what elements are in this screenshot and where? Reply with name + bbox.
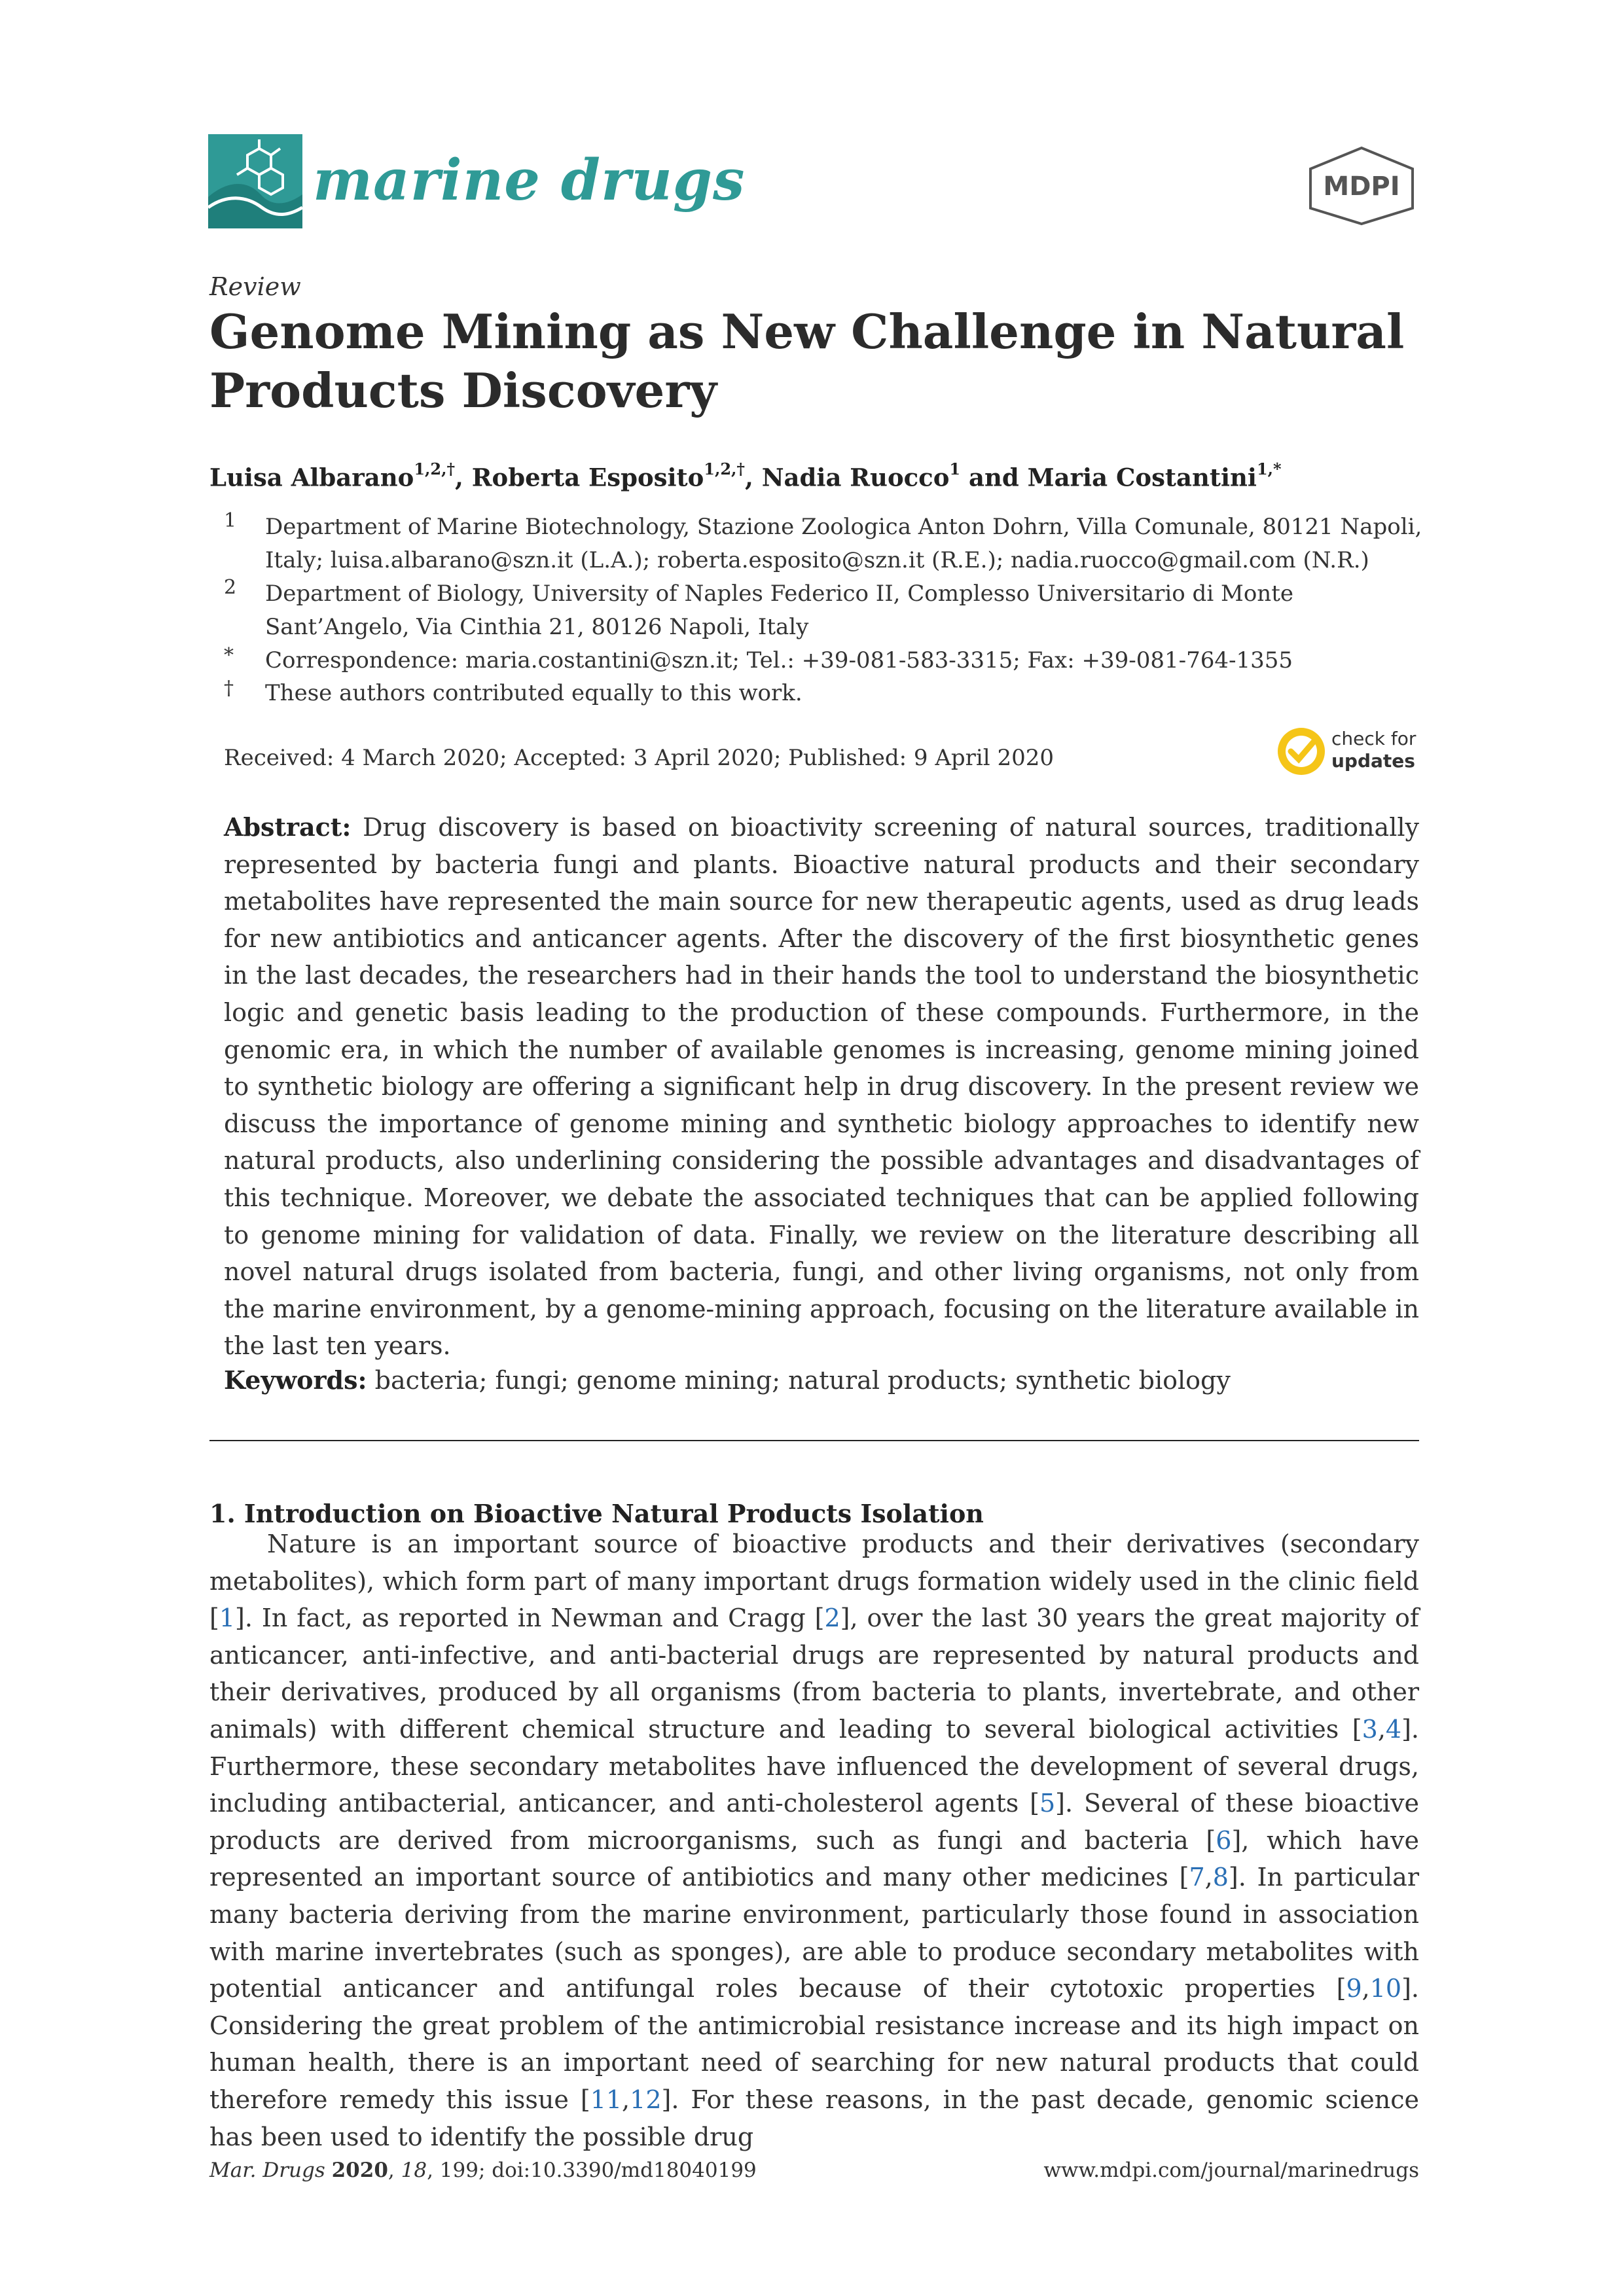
mdpi-logo-text: MDPI xyxy=(1323,171,1400,202)
affiliation-mark: * xyxy=(224,644,234,667)
affiliation-text: Department of Biology, University of Naples Federico II, Complesso Universitario di Monte Sant’Angelo, Via Cinthia 21, 80126 Napoli, Italy xyxy=(265,581,1293,640)
introduction-body xyxy=(209,1526,1419,2155)
journal-abbrev: Mar. Drugs xyxy=(209,2159,325,2182)
footer-year: 2020 xyxy=(331,2159,388,2182)
author-affiliation-marks: 1,2,† xyxy=(414,459,455,478)
citation-link[interactable]: 6 xyxy=(1216,1825,1232,1855)
journal-logo xyxy=(208,134,302,228)
intro-text: ]. Furthermore, these secondary metabolites have influenced the development of several drugs, including antibacterial, anticancer, and anti-cholesterol agents [ xyxy=(209,1714,1419,1818)
footer-doi: , 199; doi:10.3390/md18040199 xyxy=(427,2159,757,2182)
citation-link[interactable]: 1 xyxy=(219,1604,236,1633)
intro-text: , xyxy=(1377,1714,1386,1744)
intro-text: Nature is an important source of bioactive products and their derivatives (secondary metabolites), which form part of many important drugs formation widely used in the clinic field [ xyxy=(209,1530,1419,1633)
author-separator: , xyxy=(455,463,472,492)
citation-link[interactable]: 4 xyxy=(1385,1714,1402,1744)
citation-footer: Mar. Drugs 2020, 18, 199; doi:10.3390/md18040199 xyxy=(209,2159,757,2182)
intro-text: , xyxy=(1362,1974,1370,2003)
citation-link[interactable]: 2 xyxy=(824,1604,840,1633)
author-name: Maria Costantini xyxy=(1027,463,1257,492)
author-affiliation-marks: 1,2,† xyxy=(704,459,745,478)
author-name: Luisa Albarano xyxy=(209,463,414,492)
intro-text: , xyxy=(622,2085,630,2114)
journal-url[interactable]: www.mdpi.com/journal/marinedrugs xyxy=(1043,2159,1419,2182)
author-name: Roberta Esposito xyxy=(471,463,704,492)
affiliation-mark: 1 xyxy=(224,509,237,532)
intro-text: ]. Considering the great problem of the antimicrobial resistance increase and its high impact on human health, there is an important need of searching for new natural products that could therefore remedy this issue [ xyxy=(209,1974,1419,2114)
keywords-text: bacteria; fungi; genome mining; natural products; synthetic biology xyxy=(374,1366,1231,1395)
intro-text: ], over the last 30 years the great majority of anticancer, anti-infective, and anti-bacterial drugs are represented by natural products and their derivatives, produced by all organisms (from bacteria to plants, invertebrate, and other animals) with different chemical structure and leading to several biological activities [ xyxy=(209,1604,1419,1744)
article-title: Genome Mining as New Challenge in Natural Products Discovery xyxy=(209,304,1405,418)
abstract xyxy=(224,809,1419,1365)
author-list xyxy=(209,459,1282,492)
citation-link[interactable]: 11 xyxy=(590,2085,623,2114)
intro-text: ]. In particular many bacteria deriving from the marine environment, particularly those found in association with marine invertebrates (such as sponges), are able to produce secondary metabolites with potential anticancer and antifungal roles because of their cytotoxic properties [ xyxy=(209,1863,1419,2003)
affiliation-mark: † xyxy=(224,677,234,700)
citation-link[interactable]: 10 xyxy=(1369,1974,1402,2003)
affiliation-mark: 2 xyxy=(224,576,237,599)
abstract-label: Abstract: xyxy=(224,812,352,842)
footer-volume: 18 xyxy=(401,2159,427,2182)
mdpi-logo xyxy=(1304,145,1419,226)
author-affiliation-marks: 1 xyxy=(949,459,961,478)
check-badge-icon xyxy=(1276,726,1326,776)
author-separator: and xyxy=(960,463,1028,492)
affiliation-text: Correspondence: maria.costantini@szn.it; Tel.: +39-081-583-3315; Fax: +39-081-764-1355 xyxy=(265,647,1293,673)
intro-text: ]. For these reasons, in the past decade, genomic science has been used to identify the possible drug xyxy=(209,2085,1420,2151)
article-type: Review xyxy=(209,272,301,301)
check-updates-line2: updates xyxy=(1331,750,1415,772)
citation-link[interactable]: 5 xyxy=(1039,1789,1056,1818)
citation-link[interactable]: 3 xyxy=(1362,1714,1378,1744)
check-updates-line1: check for xyxy=(1331,728,1416,749)
abstract-text: Drug discovery is based on bioactivity screening of natural sources, traditionally represented by bacteria fungi and plants. Bioactive natural products and their secondary metabolites have represented the main source for new therapeutic agents, used as drug leads for new antibiotics and anticancer agents. After the discovery of the first biosynthetic genes in the last decades, the researchers had in their hands the tool to understand the biosynthetic logic and genetic basis leading to the production of these compounds. Furthermore, in the genomic era, in which the number of available genomes is increasing, genome mining joined to synthetic biology are offering a significant help in drug discovery. In the present review we discuss the importance of genome mining and synthetic biology approaches to identify new natural products, also underlining considering the possible advantages and disadvantages of this technique. Moreover, we debate the associated techniques that can be applied following to genome mining for validation of data. Finally, we review on the literature describing all novel natural drugs isolated from bacteria, fungi, and other living organisms, not only from the marine environment, by a genome-mining approach, focusing on the literature available in the last ten years. xyxy=(224,813,1419,1361)
intro-text: ], which have represented an important source of antibiotics and many other medicines [ xyxy=(209,1825,1419,1892)
check-for-updates-badge[interactable] xyxy=(1276,725,1416,778)
keywords-label: Keywords: xyxy=(224,1365,367,1395)
affiliation-text: Department of Marine Biotechnology, Stazione Zoologica Anton Dohrn, Villa Comunale, 80121 Napoli, Italy; luisa.albarano@szn.it (L.A.); roberta.esposito@szn.it (R.E.); nadia.ruocco@gmail.com (N.R.) xyxy=(265,514,1422,573)
author-affiliation-marks: 1,* xyxy=(1256,459,1282,478)
intro-paragraph xyxy=(209,1526,1419,2155)
citation-link[interactable]: 9 xyxy=(1346,1974,1362,2003)
intro-text: ]. In fact, as reported in Newman and Cragg [ xyxy=(235,1604,825,1633)
intro-text: ]. Several of these bioactive products are derived from microorganisms, such as fungi and bacteria [ xyxy=(209,1789,1419,1855)
journal-name: marine drugs xyxy=(313,147,746,213)
citation-link[interactable]: 8 xyxy=(1212,1863,1229,1892)
citation-link[interactable]: 12 xyxy=(630,2085,662,2114)
intro-text: , xyxy=(1204,1863,1213,1892)
publication-dates: Received: 4 March 2020; Accepted: 3 April 2020; Published: 9 April 2020 xyxy=(224,745,1054,771)
author-name: Nadia Ruocco xyxy=(761,463,950,492)
author-separator: , xyxy=(744,463,762,492)
section-heading: 1. Introduction on Bioactive Natural Products Isolation xyxy=(209,1499,984,1528)
citation-link[interactable]: 7 xyxy=(1189,1863,1205,1892)
keywords xyxy=(224,1362,1419,1399)
affiliation-text: These authors contributed equally to this work. xyxy=(265,680,803,706)
horizontal-rule xyxy=(209,1440,1419,1441)
